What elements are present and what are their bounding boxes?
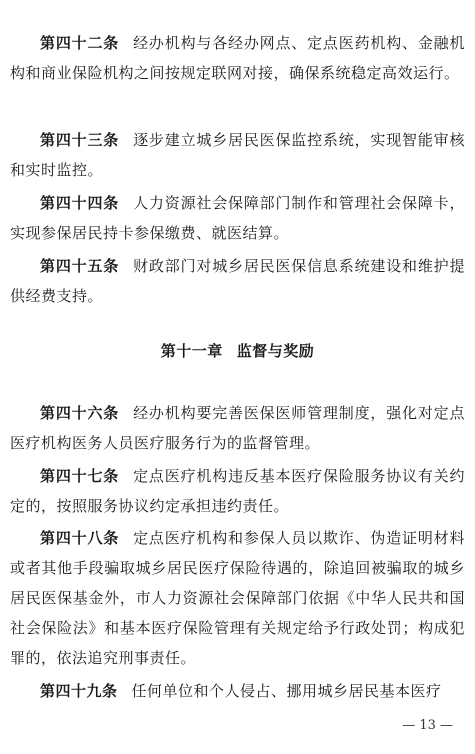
article-48 — [10, 523, 465, 673]
article-text: 经办机构要完善医保医师管理制度，强化对定点医疗机构医务人员医疗服务行为的监督管理。 — [10, 404, 465, 452]
article-number: 第四十六条 — [40, 404, 120, 422]
article-text: 经办机构与各经办网点、定点医药机构、金融机构和商业保险机构之间按规定联网对接，确保系统稳定高效运行。 — [10, 34, 465, 82]
article-text: 人力资源社会保障部门制作和管理社会保障卡，实现参保居民持卡参保缴费、就医结算。 — [10, 194, 465, 242]
article-text: 定点医疗机构违反基本医疗保险服务协议有关约定的，按照服务协议约定承担违约责任。 — [10, 467, 465, 515]
article-49 — [10, 676, 465, 706]
article-42 — [10, 28, 465, 88]
article-43 — [10, 125, 465, 185]
chapter-title: 监督与奖励 — [236, 342, 315, 360]
article-number: 第四十四条 — [40, 194, 120, 212]
article-46 — [10, 398, 465, 458]
chapter-number: 第十一章 — [160, 342, 223, 360]
page-number: — 13 — — [402, 718, 453, 733]
article-text: 定点医疗机构和参保人员以欺诈、伪造证明材料或者其他手段骗取城乡居民医疗保险待遇的，除追回被骗取的城乡居民医保基金外，市人力资源社会保障部门依据《中华人民共和国社会保险法》和基本医疗保险管理有关规定给予行政处罚；构成犯罪的，依法追究刑事责任。 — [10, 529, 465, 667]
article-number: 第四十七条 — [40, 467, 120, 485]
article-text: 财政部门对城乡居民医保信息系统建设和维护提供经费支持。 — [10, 257, 465, 305]
article-44 — [10, 188, 465, 248]
article-45 — [10, 251, 465, 311]
article-text: 逐步建立城乡居民医保监控系统，实现智能审核和实时监控。 — [10, 131, 465, 179]
chapter-heading — [0, 340, 475, 361]
article-47 — [10, 461, 465, 521]
article-number: 第四十九条 — [40, 682, 118, 700]
article-number: 第四十八条 — [40, 529, 120, 547]
article-number: 第四十五条 — [40, 257, 120, 275]
article-text: 任何单位和个人侵占、挪用城乡居民基本医疗 — [131, 682, 442, 700]
article-number: 第四十二条 — [40, 34, 120, 52]
article-number: 第四十三条 — [40, 131, 120, 149]
